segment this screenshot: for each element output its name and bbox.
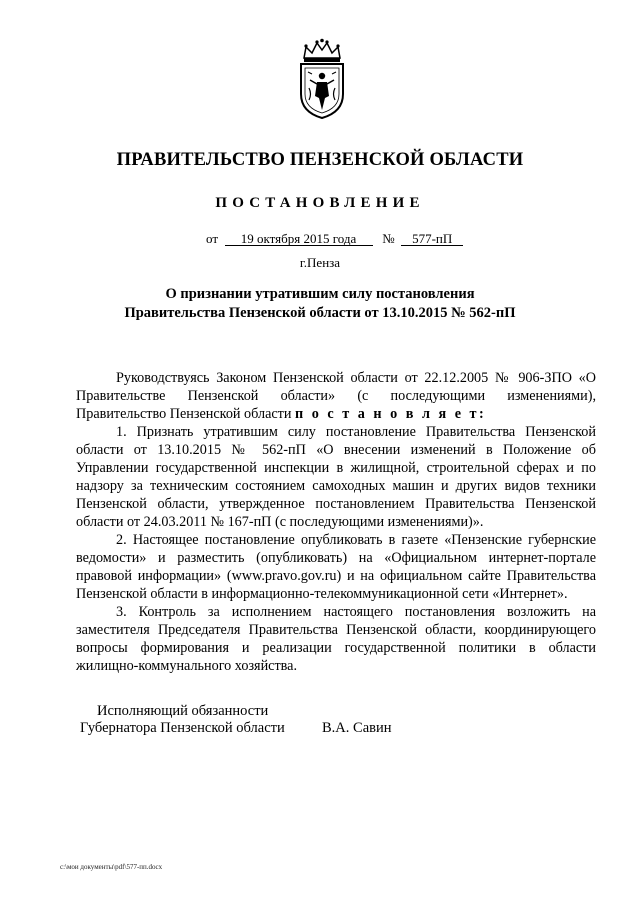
document-date: 19 октября 2015 года xyxy=(225,232,373,246)
signatory-title-line-2: Губернатора Пензенской области xyxy=(80,720,285,736)
file-path-footer: c:\мои документы\pdf\577-пп.docx xyxy=(60,863,163,871)
document-body xyxy=(76,369,596,675)
decree-word: п о с т а н о в л я е т: xyxy=(295,406,487,422)
document-title-line-1: О признании утратившим силу постановления xyxy=(165,286,475,302)
preamble-text: Руководствуясь Законом Пензенской области от 22.12.2005 № 906-ЗПО «О Правительстве Пензенской области» (с последующими изменениями), Правительство Пензенской области xyxy=(76,370,596,422)
document-title-line-2: Правительства Пензенской области от 13.10.2015 № 562-пП xyxy=(124,305,516,321)
document-type: ПОСТАНОВЛЕНИЕ xyxy=(215,195,425,211)
item-1-paragraph: 1. Признать утратившим силу постановление Правительства Пензенской области от 13.10.2015 № 562-пП «О внесении изменений в Положение об Управлении государственной инспекции в жилищной, строительной сферах и по надзору за техническим состоянием самоходных машин и других видов техники Пензенской области, утвержденное постановлением Правительства Пензенской области от 24.03.2011 № 167-пП (с последующими изменениями)». xyxy=(76,424,596,530)
penza-coat-of-arms-icon xyxy=(290,38,354,120)
date-prefix: от xyxy=(206,231,219,246)
organization-name: ПРАВИТЕЛЬСТВО ПЕНЗЕНСКОЙ ОБЛАСТИ xyxy=(116,150,524,170)
number-prefix: № xyxy=(382,231,395,246)
signatory-title-line-1: Исполняющий обязанности xyxy=(97,703,269,719)
signatory-name: В.А. Савин xyxy=(322,720,392,736)
document-number: 577-пП xyxy=(401,232,463,246)
date-number-line xyxy=(206,231,463,247)
item-2-paragraph: 2. Настоящее постановление опубликовать в газете «Пензенские губернские ведомости» и разместить (опубликовать) на «Официальном интернет-портале правовой информации» (www.pravo.gov.ru) и на официальном сайте Правительства Пензенской области в информационно-телекоммуникационной сети «Интернет». xyxy=(76,532,596,602)
city: г.Пенза xyxy=(299,255,341,270)
preamble-paragraph xyxy=(76,369,596,423)
item-3-paragraph: 3. Контроль за исполнением настоящего постановления возложить на заместителя Председателя Правительства Пензенской области, координирующего вопросы формирования и реализации государственной политики в области жилищно-коммунального хозяйства. xyxy=(76,604,596,674)
